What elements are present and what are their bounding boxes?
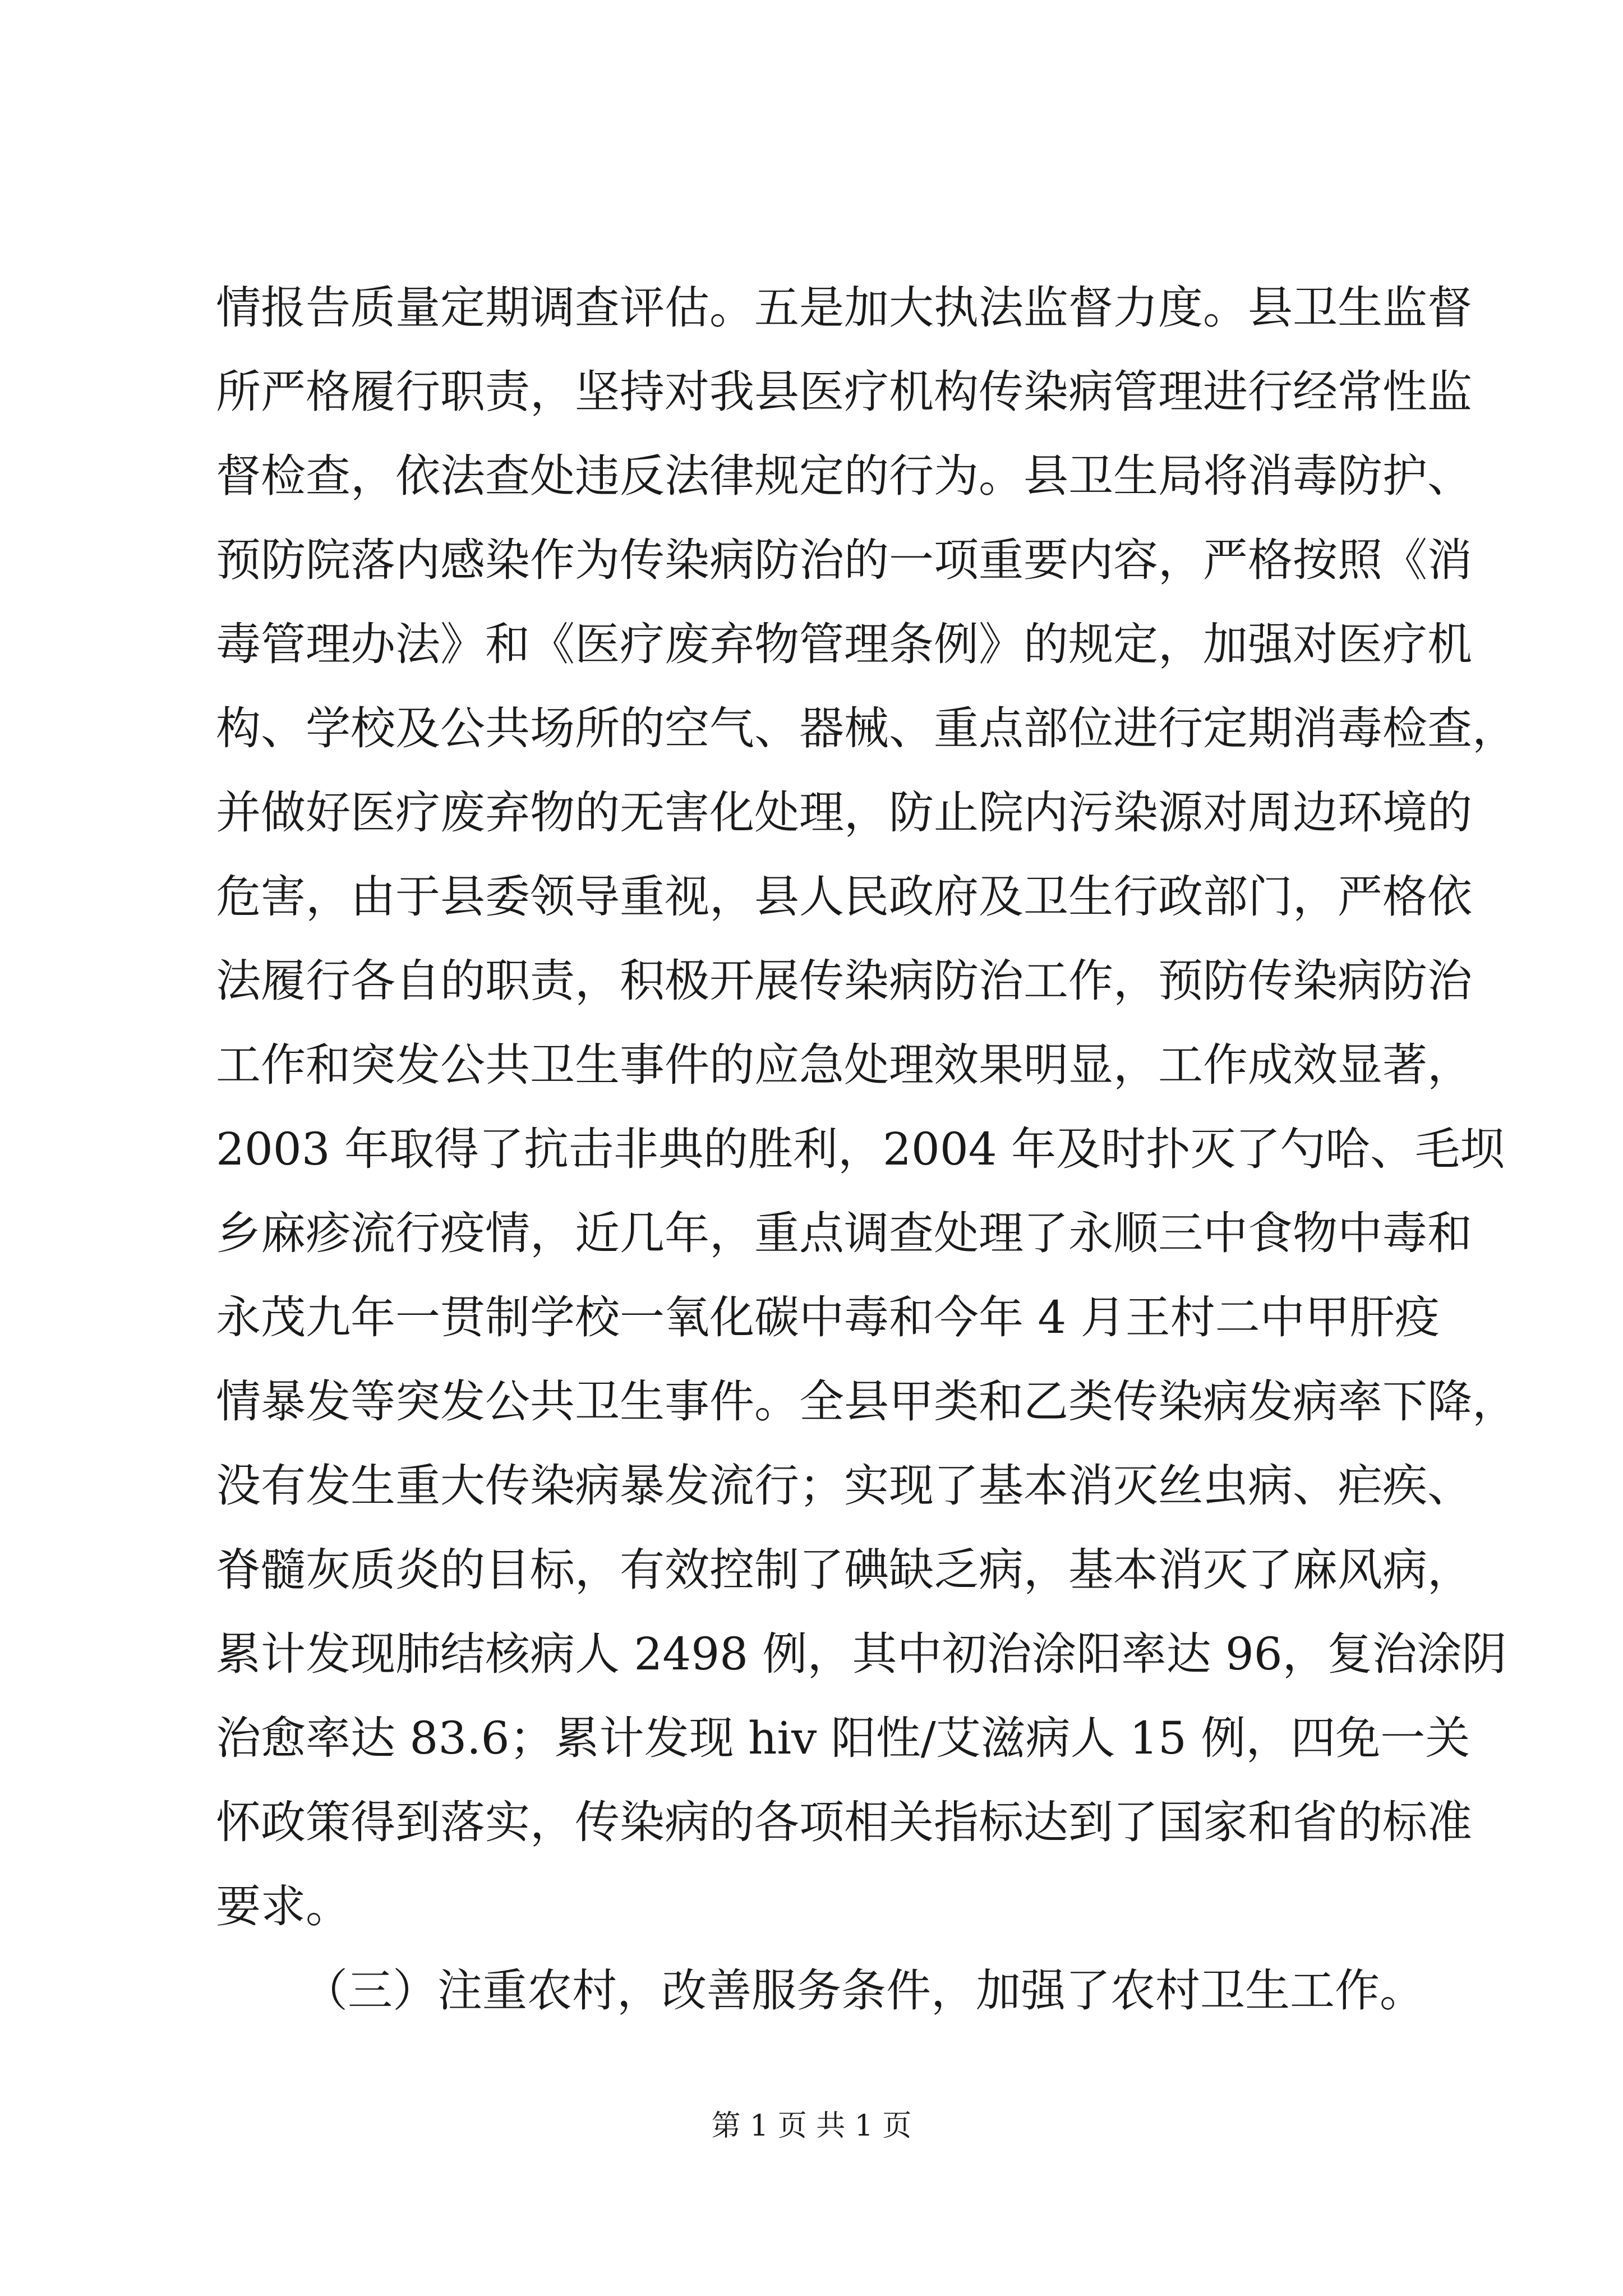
section-heading: （三）注重农村，改善服务条件，加强了农村卫生工作。 <box>303 1964 1424 2017</box>
text-line: 所严格履行职责，坚持对我县医疗机构传染病管理进行经常性监 <box>216 366 1472 418</box>
text-line: 治愈率达 83.6；累计发现 hiv 阳性/艾滋病人 15 例，四免一关 <box>216 1712 1470 1764</box>
text-line: 预防院落内感染作为传染病防治的一项重要内容，严格按照《消 <box>216 534 1472 586</box>
page-number: 第 1 页 共 1 页 <box>711 2109 912 2143</box>
text-line: 工作和突发公共卫生事件的应急处理效果明显，工作成效显著， <box>216 1039 1472 1091</box>
body-text <box>216 266 1517 2033</box>
text-line: 2003 年取得了抗击非典的胜利，2004 年及时扑灭了勺哈、毛坝 <box>216 1123 1505 1175</box>
text-line: 情暴发等突发公共卫生事件。全县甲类和乙类传染病发病率下降， <box>216 1375 1517 1428</box>
paragraph-end-line: 要求。 <box>216 1880 351 1932</box>
text-line: 并做好医疗废弃物的无害化处理，防止院内污染源对周边环境的 <box>216 786 1472 839</box>
text-line: 没有发生重大传染病暴发流行；实现了基本消灭丝虫病、疟疾、 <box>216 1460 1472 1512</box>
text-line: 情报告质量定期调查评估。五是加大执法监督力度。县卫生监督 <box>216 282 1472 334</box>
text-line: 构、学校及公共场所的空气、器械、重点部位进行定期消毒检查， <box>216 702 1517 754</box>
text-line: 脊髓灰质炎的目标，有效控制了碘缺乏病，基本消灭了麻风病， <box>216 1544 1472 1596</box>
text-line: 永茂九年一贯制学校一氧化碳中毒和今年 4 月王村二中甲肝疫 <box>216 1291 1440 1343</box>
text-line: 怀政策得到落实，传染病的各项相关指标达到了国家和省的标准 <box>216 1796 1472 1848</box>
text-line: 累计发现肺结核病人 2498 例，其中初治涂阳率达 96，复治涂阴 <box>216 1628 1507 1680</box>
text-line: 乡麻疹流行疫情，近几年，重点调查处理了永顺三中食物中毒和 <box>216 1207 1472 1259</box>
page-footer <box>0 2106 1623 2146</box>
text-line: 法履行各自的职责，积极开展传染病防治工作，预防传染病防治 <box>216 955 1472 1007</box>
text-line: 督检查，依法查处违反法律规定的行为。县卫生局将消毒防护、 <box>216 450 1472 502</box>
text-line: 危害，由于县委领导重视，县人民政府及卫生行政部门，严格依 <box>216 871 1472 923</box>
text-line: 毒管理办法》和《医疗废弃物管理条例》的规定，加强对医疗机 <box>216 618 1472 670</box>
